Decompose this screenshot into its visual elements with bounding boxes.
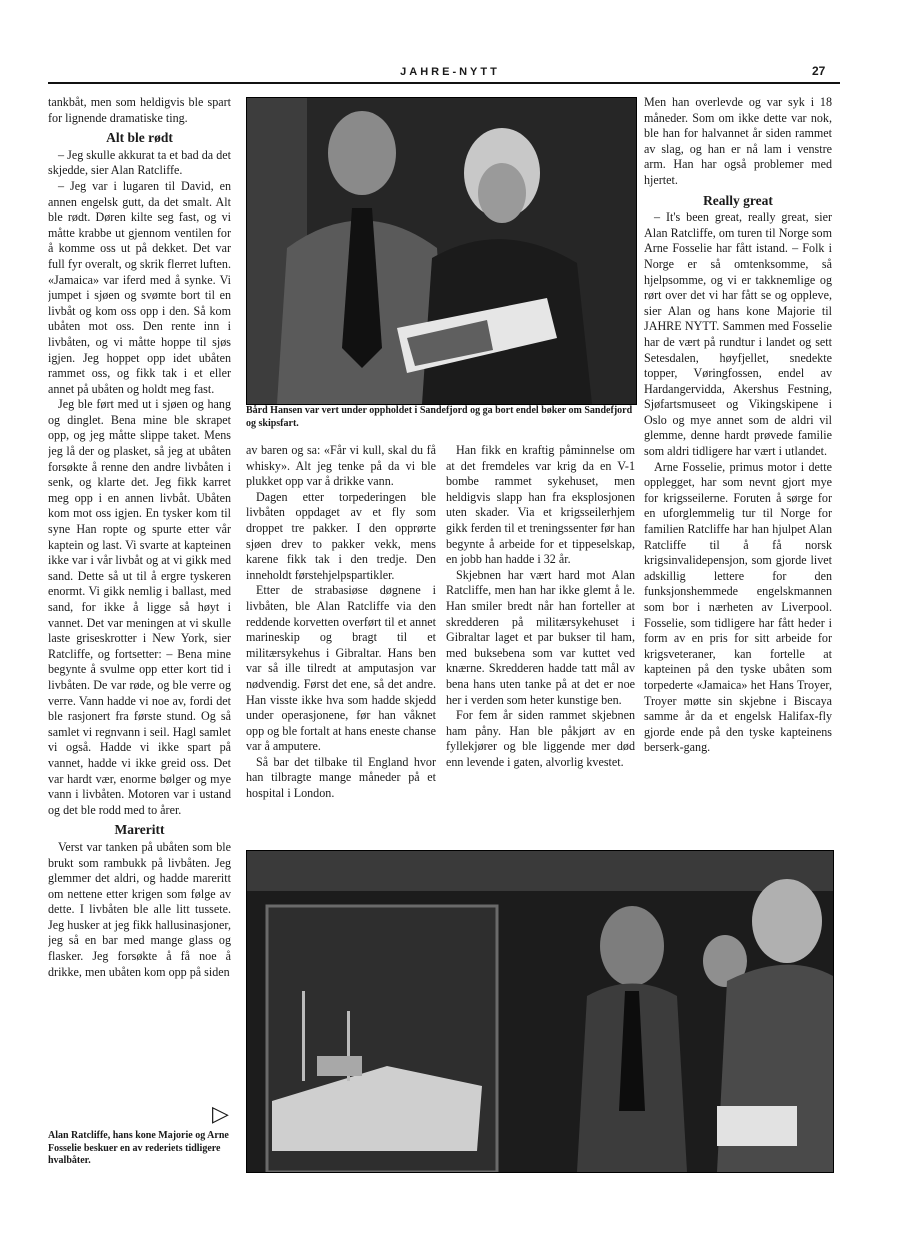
paragraph: Jeg ble ført med ut i sjøen og hang og dinglet. Bena mine ble skrapet opp, og jeg måtte slippe taket. Mens jeg lå der og plasket, så jeg at ubåten forsøkte å renne den andre livbåten i senk, og klarte det. Jeg fikk karret meg opp i en annen livbåt. Ubåten kom mot oss igjen. En tysker kom til syne Han ropte og spurte etter vår kaptein og last. Vi svarte at kapteinen ikke var i vår livbåt og at vi gikk med sand. Dette så ut til å ergre tyskeren enormt. Vi gikk nemlig i ballast, med sand, for ikke å ligge så høyt i vannet. Det var meningen at vi skulle laste griseskrotter i New York, sier Ratcliffe, og fortsetter: – Bena mine begynte å svulme opp etter kort tid i livbåten. De var røde, og ble verre og verre. Vann hadde vi noe av, fordi det ble rasjonert fra første stund. Og så samlet vi regnvann i seil. Hagl samlet vi også. Hadde vi ikke spart på vannet, hadde vi ikke greid oss. Det var hardt vær, enorme bølger og mye vann i livbåten. Motoren var i ustand og det ble rodd med to årer. [48, 397, 231, 817]
paragraph: Arne Fosselie, primus motor i dette opplegget, har som nevnt gjort mye for krigsseilerne. Foruten å sørge for en uforglemmelig tur til Norge for familien Ratcliffe har han hjulpet Alan Ratcliffe til å få norsk krigsinvalidepensjon, som gjorde livet adskillig lettere for den funksjonshemmede engelskmannen som bor i nærheten av Liverpool. Fosselie, som tidligere har fått heder i form av en pris for sitt arbeide for krigsveteraner, kan fortelle at kapteinen på den tyske ubåten som torpederte «Jamaica» het Hans Troyer, Troyer møtte sin skjebne i Biscaya samme år da et engelsk Halifax-fly gjorde ende på den tyske kapteinens berserk-gang. [644, 459, 832, 755]
photo-caption: Bård Hansen var vert under oppholdet i Sandefjord og ga bort endel bøker om Sandefjord og skipsfart. [246, 405, 633, 429]
arrow-right-icon: ▷ [212, 1102, 229, 1127]
subheading-alt-ble-rodt: Alt ble rødt [106, 130, 173, 146]
paragraph: – Jeg var i lugaren til David, en annen engelsk gutt, da det smalt. Alt ble rødt. Døren kilte seg fast, og vi måtte krabbe ut gjennom ventilen for å komme oss ut på dekket. Det var full fyr overalt, og skrik flerret luften. «Jamaica» var iferd med å synke. Vi jumpet i sjøen og svømte bort til en livbåt og kom oss opp i den. Så kom ubåten mot oss. Den rente inn i livbåten, og vi måtte hoppe til sjøs igjen. Jeg hoppet opp idet ubåten rammet oss, og fikk tak i et eller annet på ubåten og holdt meg fast. [48, 178, 231, 396]
paragraph: tankbåt, men som heldigvis ble spart for lignende dramatiske ting. [48, 95, 231, 125]
paragraph: av baren og sa: «Får vi kull, skal du få whisky». Alt jeg tenke på da vi ble plukket opp var å drikke vann. [246, 443, 436, 489]
page-number: 27 [812, 64, 826, 78]
column-2 [246, 443, 436, 843]
paragraph: For fem år siden rammet skjebnen ham påny. Han ble påkjørt av en fyllekjører og ble liggende mer død enn levende i gaten, alvorlig kvestet. [446, 708, 635, 769]
paragraph: Skjebnen har vært hard mot Alan Ratcliffe, men han har ikke glemt å le. Han smiler bredt når han forteller at skredderen på militærsykehuset i Gibraltar laget et par bukser til ham, med buksebena som var kuttet ved knærne. Skredderen hadde tatt mål av bena hans uten tanke på at det er noe her i verden som heter kunstige ben. [446, 567, 635, 707]
paragraph: – Jeg skulle akkurat ta et bad da det skjedde, sier Alan Ratcliffe. [48, 147, 231, 178]
column-4 [644, 95, 832, 830]
paragraph: Han fikk en kraftig påminnelse om at det fremdeles var krig da en V-1 bombe rammet sykehuset, men heldigvis slapp han fra eksplosjonen uten skader. Via et krigsseilerhjem gikk ferden til et treningssenter før han begynte å arbeide for et tippeselskap, en jobb han hadde i 32 år. [446, 443, 635, 567]
subheading-really-great: Really great [703, 192, 773, 208]
paragraph: Dagen etter torpederingen ble livbåten oppdaget av et fly som droppet tre pakker. I den opprørte sjøen drev to pakker vekk, mens karene fikk tak i den tredje. Den inneholdt førstehjelpspartikler. [246, 489, 436, 582]
paragraph: – It's been great, really great, sier Alan Ratcliffe, om turen til Norge som Arne Fosselie har fått istand. – Folk i Norge er så omtenksomme, så hjelpsomme, og vi er takknemlige og rørt over det vi har fått se og oppleve, sier Alan og hans kone Majorie til JAHRE NYTT. Sammen med Fosselie har de vært på rundtur i landet og sett Setesdalen, høyfjellet, snedekte topper, Vøringfossen, endel av Hardangervidda, Akershus Festning, Sjøfartsmuseet og Vikingskipene i Oslo og mye annet som de aldri vil glemme, denne hardt prøvede familie som aldri tidligere har vært i utlandet. [644, 210, 832, 459]
column-1 [48, 95, 231, 1091]
photo-ship-model-viewing [246, 850, 834, 1173]
paragraph: Så bar det tilbake til England hvor han tilbragte mange måneder på et hospital i London. [246, 754, 436, 801]
column-3 [446, 443, 635, 843]
header-rule [48, 82, 840, 84]
paragraph: Etter de strabasiøse døgnene i livbåten, ble Alan Ratcliffe via den reddende korvetten overført til et annet marineskip og bragt til et militærsykehus i Gibraltar. Hans ben var så ille tilredt at amputasjon var nødvendig. Først det ene, så det andre. Han visste ikke hva som hadde skjedd under operasjonene, før han våknet opp og ble fortalt at hans eneste chanse var å amputere. [246, 583, 436, 754]
photo-bard-hansen-books [246, 97, 637, 405]
paragraph: Men han overlevde og var syk i 18 måneder. Som om ikke dette var nok, ble han for halvannet år siden rammet av slag, og han er nå lam i venstre arm. Han har også problemer med hjertet. [644, 95, 832, 187]
paragraph: Verst var tanken på ubåten som ble brukt som rambukk på livbåten. Jeg glemmer det aldri, og hadde mareritt om nettene etter krigen som følge av dette. I livbåten ble alle litt tussete. Jeg husker at jeg fikk hallusinasjoner, jeg så en bar med mange glass og flasker. Jeg forsøkte å få noe å drikke, men ubåten kom opp på siden [48, 839, 231, 979]
subheading-mareritt: Mareritt [114, 822, 165, 838]
photo-caption: Alan Ratcliffe, hans kone Majorie og Arne Fosselie beskuer en av rederiets tidligere hvalbåter. [48, 1130, 229, 1166]
publication-title: JAHRE-NYTT [400, 66, 500, 78]
